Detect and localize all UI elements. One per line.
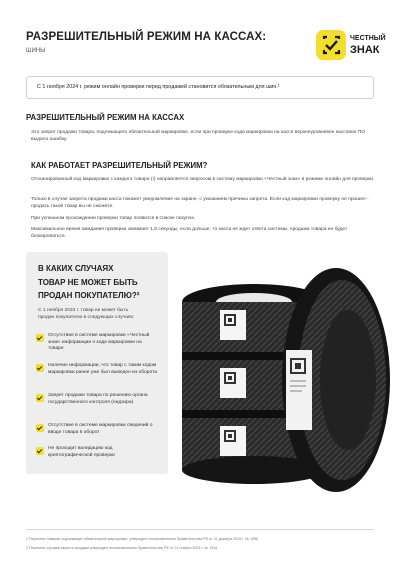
list-item — [36, 363, 166, 391]
logo-line1: ЧЕСТНЫЙ — [350, 35, 386, 42]
footnote-divider — [26, 529, 374, 530]
page-subtitle: ШИНЫ — [26, 48, 46, 54]
tires-illustration — [176, 240, 392, 510]
check-icon — [36, 364, 44, 372]
check-icon — [36, 394, 44, 402]
list-item — [36, 446, 166, 474]
cases-card-intro: С 1 ноября 2024 г. товар не может быть продан покупателю в следующих случаях: — [38, 308, 135, 320]
check-icon — [36, 334, 44, 342]
list-item-text: Отсутствие в системе маркировки сведений о вводе товара в оборот — [48, 423, 153, 435]
page-title: РАЗРЕШИТЕЛЬНЫЙ РЕЖИМ НА КАССАХ: — [26, 31, 267, 43]
checkmark-brackets-icon — [316, 30, 346, 60]
list-item-text: Отсутствие в системе маркировки «Честный знак» информации о коде маркировки на товаре — [48, 333, 150, 352]
logo-line2: ЗНАК — [350, 43, 380, 56]
list-item-text: Наличие информации, что товар с таким кодом маркировки ранее уже был выведен из оборота — [48, 363, 157, 375]
section2-paragraph: Отсканированный код маркировки с каждого товара (!) направляется запросом в систему маркировки «Честный знак» в режиме онлайн для проверки. — [31, 177, 375, 182]
section2-paragraph: Максимальное время ожидания проверки занимает 1,5 секунды, если дольше, то касса не ждет ответа системы, продажа товара не будет блокироваться. — [31, 227, 348, 239]
section2-paragraph: При успешном прохождении проверки товар появится в списке покупок. — [31, 216, 195, 221]
list-item-text: Не проходит валидацию код криптографической проверки — [48, 446, 115, 458]
check-icon — [36, 424, 44, 432]
logo-wordmark — [350, 35, 386, 56]
list-item — [36, 393, 166, 421]
footnote: 1 Перечень товаров, подлежащих обязательной маркировке, утвержден постановлением Правительства РФ от 31 декабря 2019 г. № 1956 — [26, 537, 259, 541]
card-title-line: ПРОДАН ПОКУПАТЕЛЮ?² — [38, 291, 140, 300]
cases-card-title — [38, 262, 162, 303]
list-item — [36, 333, 166, 361]
card-title-line: В КАКИХ СЛУЧАЯХ — [38, 264, 114, 273]
footnote: 2 Перечень случаев запрета продажи утвержден постановлением Правительства РФ от 21 ноября 2023 г. № 1944 — [26, 546, 218, 550]
card-title-line: ТОВАР НЕ МОЖЕТ БЫТЬ — [38, 277, 138, 287]
notice-box: С 1 ноября 2024 г. режим онлайн проверки перед продажей становится обязательным для шин.¹ — [26, 76, 374, 99]
brand-logo — [316, 30, 386, 64]
tire-standing — [282, 268, 390, 492]
check-icon — [36, 447, 44, 455]
section2-title: КАК РАБОТАЕТ РАЗРЕШИТЕЛЬНЫЙ РЕЖИМ? — [31, 161, 208, 170]
section1-text: Это запрет продажи товара, подлежащего обязательной маркировке, если при проверке кода маркировки на кассе верхнеуровневое кассовое ПО выдало ошибку. — [31, 130, 366, 142]
section2-paragraph: Только в случае запрета продажи касса покажет уведомление на экране, с указанием причины запрета. Если код маркировки проверку не прошел - продать такой товар вы не сможете. — [31, 197, 369, 209]
section1-title: РАЗРЕШИТЕЛЬНЫЙ РЕЖИМ НА КАССАХ — [26, 113, 185, 122]
list-item-text: Запрет продажи товара по решению органа государственного контроля (надзора) — [48, 393, 148, 405]
